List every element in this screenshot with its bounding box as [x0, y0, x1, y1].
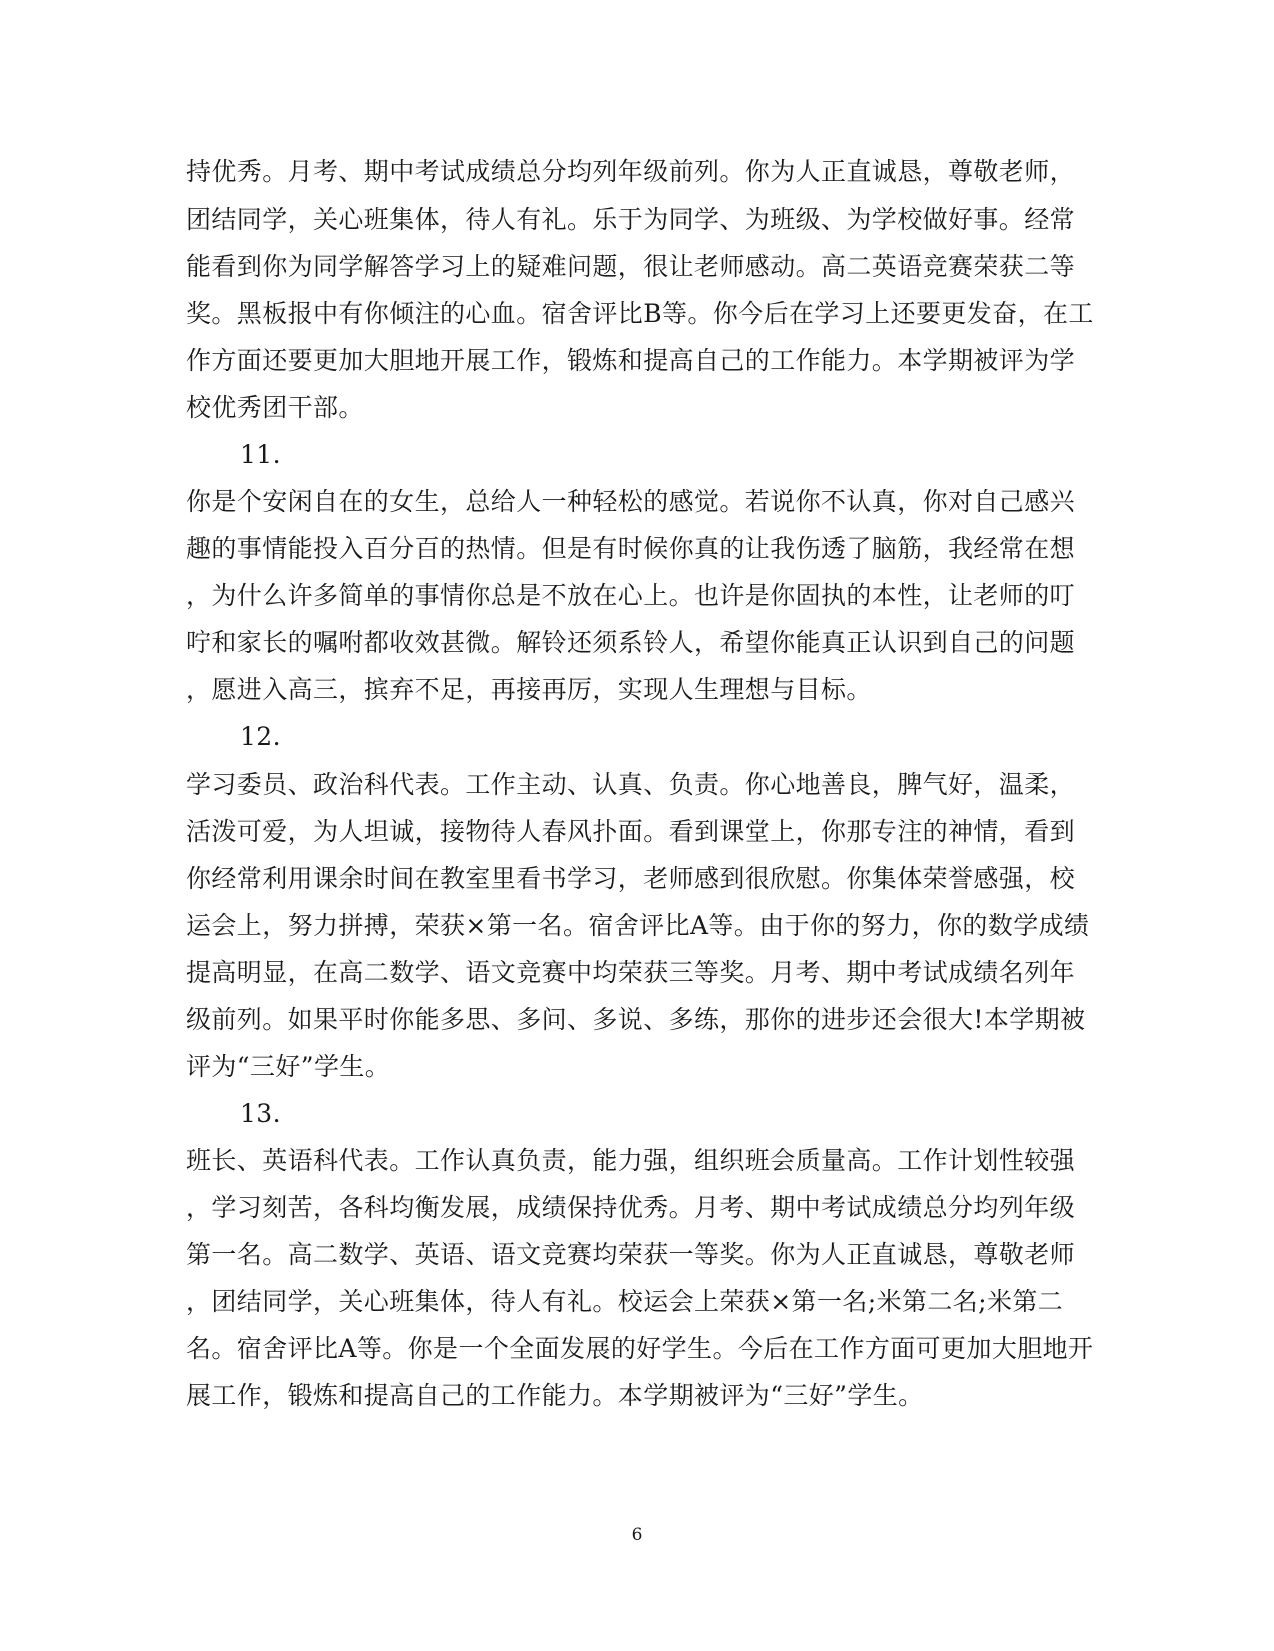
item-number: 13. [240, 1099, 281, 1128]
text-line: 学习委员、政治科代表。工作主动、认真、负责。你心地善良，脾气好，温柔， [186, 770, 1076, 799]
page-number: 6 [631, 1525, 643, 1545]
text-line: 能看到你为同学解答学习上的疑难问题，很让老师感动。高二英语竞赛荣获二等 [186, 252, 1076, 281]
text-line: 团结同学，关心班集体，待人有礼。乐于为同学、为班级、为学校做好事。经常 [186, 205, 1076, 234]
item-number: 11. [240, 440, 281, 469]
text-line: 你经常利用课余时间在教室里看书学习，老师感到很欣慰。你集体荣誉感强，校 [186, 864, 1076, 893]
text-line: 你是个安闲自在的女生，总给人一种轻松的感觉。若说你不认真，你对自己感兴 [186, 487, 1076, 516]
text-line: 运会上，努力拼搏，荣获×第一名。宿舍评比A等。由于你的努力，你的数学成绩 [186, 911, 1090, 940]
text-line: 奖。黑板报中有你倾注的心血。宿舍评比B等。你今后在学习上还要更发奋，在工 [186, 299, 1094, 328]
text-line: 校优秀团干部。 [186, 393, 364, 422]
text-line: ，愿进入高三，摈弃不足，再接再厉，实现人生理想与目标。 [186, 675, 872, 704]
text-line: 展工作，锻炼和提高自己的工作能力。本学期被评为“三好”学生。 [186, 1381, 924, 1410]
text-line: ，团结同学，关心班集体，待人有礼。校运会上荣获×第一名;米第二名;米第二 [186, 1287, 1064, 1316]
text-line: 级前列。如果平时你能多思、多问、多说、多练，那你的进步还会很大!本学期被 [186, 1005, 1086, 1034]
item-number: 12. [240, 722, 281, 751]
text-line: 趣的事情能投入百分百的热情。但是有时候你真的让我伤透了脑筋，我经常在想 [186, 534, 1076, 563]
text-line: 评为“三好”学生。 [186, 1052, 391, 1081]
text-line: 持优秀。月考、期中考试成绩总分均列年级前列。你为人正直诚恳，尊敬老师， [186, 157, 1076, 186]
text-line: 作方面还要更加大胆地开展工作，锻炼和提高自己的工作能力。本学期被评为学 [186, 346, 1076, 375]
text-line: 咛和家长的嘱咐都收效甚微。解铃还须系铃人，希望你能真正认识到自己的问题 [186, 628, 1076, 657]
text-line: 第一名。高二数学、英语、语文竞赛均荣获一等奖。你为人正直诚恳，尊敬老师 [186, 1240, 1076, 1269]
text-line: 提高明显，在高二数学、语文竞赛中均荣获三等奖。月考、期中考试成绩名列年 [186, 958, 1076, 987]
text-line: 名。宿舍评比A等。你是一个全面发展的好学生。今后在工作方面可更加大胆地开 [186, 1334, 1094, 1363]
text-line: 班长、英语科代表。工作认真负责，能力强，组织班会质量高。工作计划性较强 [186, 1146, 1076, 1175]
text-line: ，学习刻苦，各科均衡发展，成绩保持优秀。月考、期中考试成绩总分均列年级 [186, 1193, 1076, 1222]
text-line: ，为什么许多简单的事情你总是不放在心上。也许是你固执的本性，让老师的叮 [186, 581, 1076, 610]
text-line: 活泼可爱，为人坦诚，接物待人春风扑面。看到课堂上，你那专注的神情，看到 [186, 817, 1076, 846]
